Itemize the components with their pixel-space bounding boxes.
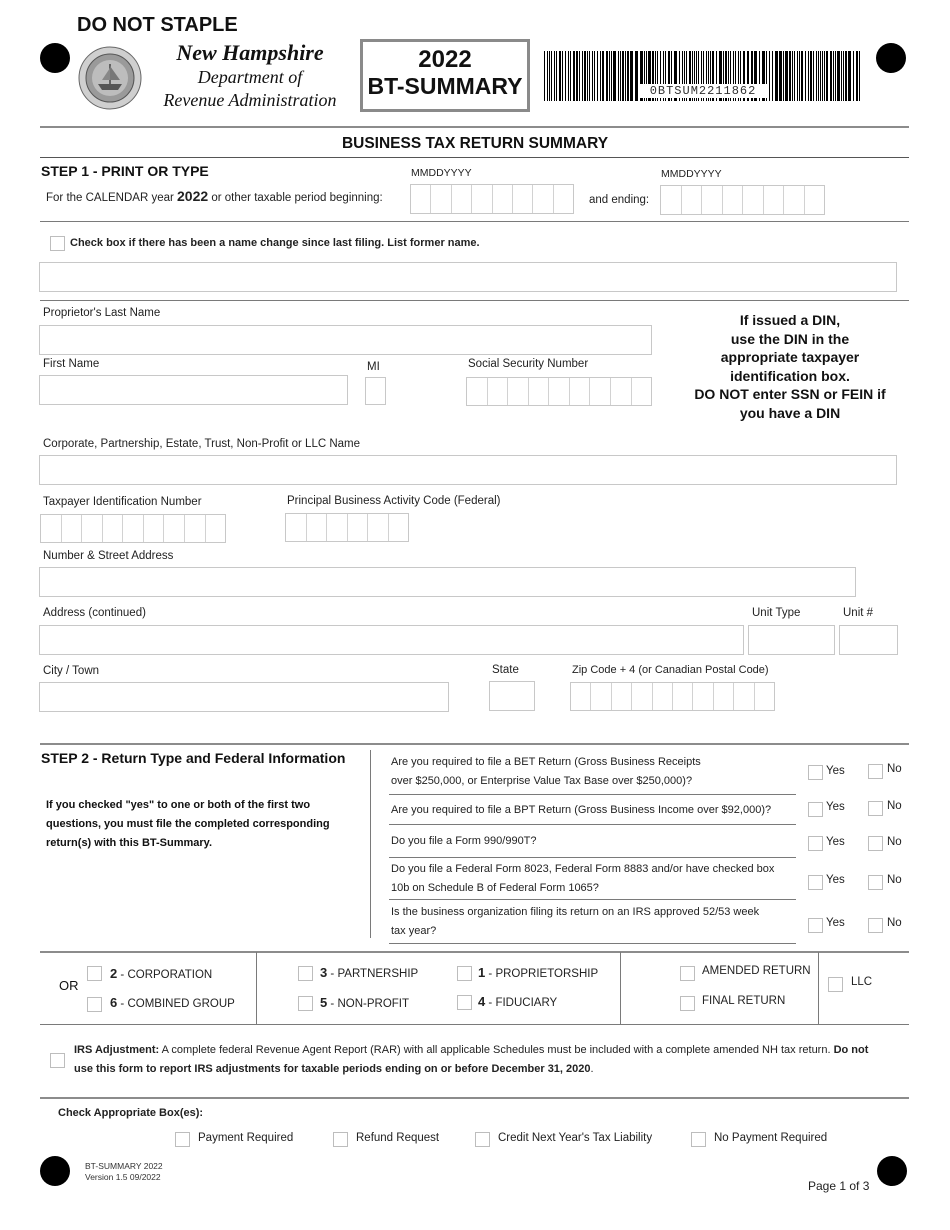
8023-yes-label: Yes (826, 874, 845, 886)
barcode-bar (559, 51, 561, 101)
barcode-bar (565, 51, 566, 101)
barcode-bar (579, 51, 580, 101)
city-input[interactable] (39, 682, 449, 712)
irs-adjustment-text: IRS Adjustment: A complete federal Revenue Agent Report (RAR) with all applicable Schedules must be included with a complete amended NH tax return. Do not use this form to report IRS adjustments for taxable periods ending on or before December 31, 2020. (74, 1044, 869, 1075)
no-payment-required-label: No Payment Required (714, 1132, 828, 1144)
department-line-2: Revenue Administration (163, 90, 337, 110)
street-input[interactable] (39, 567, 856, 597)
rule-before-check-boxes (40, 1097, 909, 1099)
bet-no-checkbox[interactable] (868, 764, 883, 779)
question-52-53-week: Is the business organization filing its return on an IRS approved 52/53 week tax year? (391, 906, 760, 937)
barcode-bar (554, 51, 555, 101)
barcode-bar (582, 51, 583, 101)
barcode-bar (589, 51, 590, 101)
question-bet: Are you required to file a BET Return (Gross Business Receipts over $250,000, or Enterprise Value Tax Base over $250,000)? (391, 756, 701, 787)
address-cont-label: Address (continued) (43, 607, 146, 619)
52-53-week-no-checkbox[interactable] (868, 918, 883, 933)
barcode-bar (597, 51, 598, 101)
bet-yes-label: Yes (826, 765, 845, 777)
8023-yes-checkbox[interactable] (808, 875, 823, 890)
credit-next-year-checkbox[interactable] (475, 1132, 490, 1147)
barcode-bar (568, 51, 569, 101)
period-year: 2022 (177, 188, 209, 204)
irs-adjustment-checkbox[interactable] (50, 1053, 65, 1068)
q-rule-1 (389, 794, 796, 795)
barcode-bar (810, 51, 812, 101)
period-end-date-input[interactable] (660, 185, 825, 215)
bet-yes-checkbox[interactable] (808, 765, 823, 780)
do-not-staple: DO NOT STAPLE (77, 14, 238, 36)
990-no-label: No (887, 836, 902, 848)
date-format-end: MMDDYYYY (661, 168, 722, 180)
period-begin-date-input[interactable] (410, 184, 574, 214)
amended-return-checkbox[interactable] (680, 966, 695, 981)
barcode-bar (775, 51, 778, 101)
barcode-bar (769, 51, 770, 101)
registration-mark-bottom-right (877, 1156, 907, 1186)
step2-note: If you checked "yes" to one or both of the first two questions, you must file the completed corresponding return(s) with this BT-Summary. (46, 799, 330, 849)
barcode-bar (808, 51, 809, 101)
non-profit-checkbox[interactable] (298, 996, 313, 1011)
bpt-yes-label: Yes (826, 801, 845, 813)
pbac-input[interactable] (285, 513, 409, 542)
barcode-bar (783, 51, 784, 101)
return-type-bottom-rule (40, 1024, 909, 1025)
payment-required-label: Payment Required (198, 1132, 294, 1144)
ending-label: and ending: (589, 194, 650, 206)
state-input[interactable] (489, 681, 535, 711)
52-53-week-no-label: No (887, 917, 902, 929)
bpt-no-checkbox[interactable] (868, 801, 883, 816)
barcode-bar (772, 51, 773, 101)
barcode-bar (562, 51, 563, 101)
proprietorship-checkbox[interactable] (457, 966, 472, 981)
barcode-bar (627, 51, 629, 101)
pbac-label: Principal Business Activity Code (Federal) (287, 495, 501, 507)
question-8023: Do you file a Federal Form 8023, Federal Form 8883 and/or have checked box 10b on Schedule B of Federal Form 1065? (391, 863, 775, 894)
barcode-bar (799, 51, 800, 101)
52-53-week-yes-checkbox[interactable] (808, 918, 823, 933)
form-name: BT-SUMMARY (367, 73, 523, 99)
registration-mark-bottom-left (40, 1156, 70, 1186)
barcode-bar (592, 51, 593, 101)
barcode-bar (853, 51, 854, 101)
barcode-bar (818, 51, 819, 101)
footer-version: Version 1.5 09/2022 (85, 1172, 161, 1182)
rule-before-step2 (40, 743, 909, 745)
form-title: BUSINESS TAX RETURN SUMMARY (341, 135, 609, 152)
street-label: Number & Street Address (43, 550, 174, 562)
step2-divider (370, 750, 371, 938)
return-type-div-3 (818, 952, 819, 1024)
unit-number-input[interactable] (839, 625, 898, 655)
state-label: State (492, 664, 519, 676)
fiduciary-label: 4 - FIDUCIARY (478, 994, 558, 1009)
final-return-label: FINAL RETURN (702, 995, 786, 1007)
barcode (542, 51, 864, 101)
barcode-bar (845, 51, 847, 101)
barcode-bar (779, 51, 782, 101)
unit-type-label: Unit Type (752, 607, 801, 619)
q-rule-5 (389, 943, 796, 944)
barcode-bar (587, 51, 588, 101)
barcode-bar (856, 51, 858, 101)
name-change-checkbox[interactable] (50, 236, 65, 251)
barcode-bar (820, 51, 821, 101)
corporation-checkbox[interactable] (87, 966, 102, 981)
state-name: New Hampshire (176, 40, 324, 65)
header-rule (40, 126, 909, 128)
barcode-bar (785, 51, 788, 101)
address-cont-input[interactable] (39, 625, 744, 655)
tin-input[interactable] (40, 514, 226, 543)
amended-return-label: AMENDED RETURN (702, 965, 811, 977)
barcode-bar (602, 51, 604, 101)
barcode-bar (611, 51, 612, 101)
barcode-bar (618, 51, 619, 101)
52-53-week-yes-label: Yes (826, 917, 845, 929)
990-yes-label: Yes (826, 836, 845, 848)
rule-after-period (40, 221, 909, 222)
8023-no-checkbox[interactable] (868, 875, 883, 890)
bet-no-label: No (887, 763, 902, 775)
bpt-yes-checkbox[interactable] (808, 802, 823, 817)
barcode-bar (792, 51, 793, 101)
barcode-bar (556, 51, 557, 101)
barcode-bar (805, 51, 806, 101)
barcode-bar (801, 51, 803, 101)
proprietor-last-name-label: Proprietor's Last Name (43, 307, 161, 319)
ssn-input[interactable] (466, 377, 652, 406)
zip-input[interactable] (570, 682, 775, 711)
barcode-bar (551, 51, 552, 101)
barcode-bar (859, 51, 860, 101)
return-type-top-rule (40, 951, 909, 953)
barcode-bar (816, 51, 817, 101)
period-label: For the CALENDAR year 2022 or other taxable period beginning: (46, 188, 383, 204)
barcode-bar (822, 51, 823, 101)
llc-label: LLC (851, 976, 873, 988)
refund-request-label: Refund Request (356, 1132, 440, 1144)
barcode-bar (594, 51, 595, 101)
barcode-bar (826, 51, 828, 101)
combined-group-checkbox[interactable] (87, 997, 102, 1012)
fiduciary-checkbox[interactable] (457, 995, 472, 1010)
barcode-bar (622, 51, 624, 101)
credit-next-year-label: Credit Next Year's Tax Liability (498, 1132, 653, 1144)
title-rule (40, 157, 909, 158)
page-number: Page 1 of 3 (808, 1179, 870, 1193)
barcode-bar (789, 51, 791, 101)
payment-required-checkbox[interactable] (175, 1132, 190, 1147)
barcode-bar (630, 51, 633, 101)
barcode-bar (573, 51, 575, 101)
8023-no-label: No (887, 874, 902, 886)
unit-type-input[interactable] (748, 625, 835, 655)
barcode-bar (549, 51, 550, 101)
barcode-bar (576, 51, 578, 101)
question-bpt: Are you required to file a BPT Return (Gross Business Income over $92,000)? (391, 804, 772, 816)
city-label: City / Town (43, 665, 100, 677)
zip-label: Zip Code + 4 (or Canadian Postal Code) (572, 664, 769, 676)
tin-label: Taxpayer Identification Number (43, 496, 202, 508)
combined-group-label: 6 - COMBINED GROUP (110, 995, 235, 1010)
barcode-bar (843, 51, 844, 101)
barcode-bar (837, 51, 840, 101)
barcode-bar (625, 51, 626, 101)
return-type-div-2 (620, 952, 621, 1024)
barcode-bar (824, 51, 825, 101)
barcode-bar (613, 51, 616, 101)
barcode-bar (797, 51, 798, 101)
q-rule-4 (389, 899, 796, 900)
corp-name-input[interactable] (39, 455, 897, 485)
barcode-bar (830, 51, 832, 101)
partnership-checkbox[interactable] (298, 966, 313, 981)
first-name-label: First Name (43, 358, 100, 370)
date-format-begin: MMDDYYYY (411, 167, 472, 179)
proprietor-last-name-input[interactable] (39, 325, 652, 355)
non-profit-label: 5 - NON-PROFIT (320, 995, 410, 1010)
name-change-label: Check box if there has been a name change since last filing. List former name. (70, 237, 480, 249)
barcode-bar (547, 51, 548, 101)
barcode-bar (835, 51, 836, 101)
rule-after-former-name (40, 300, 909, 301)
form-id-box (360, 39, 530, 112)
state-seal-icon (78, 46, 142, 110)
step1-heading: STEP 1 - PRINT OR TYPE (41, 163, 209, 179)
footer-form-id: BT-SUMMARY 2022 (85, 1161, 163, 1171)
llc-checkbox[interactable] (828, 977, 843, 992)
or-label: OR (59, 978, 79, 993)
mi-input[interactable] (365, 377, 386, 405)
barcode-bar (584, 51, 586, 101)
final-return-checkbox[interactable] (680, 996, 695, 1011)
registration-mark-top-right (876, 43, 906, 73)
990-no-checkbox[interactable] (868, 836, 883, 851)
step2-heading: STEP 2 - Return Type and Federal Information (41, 750, 346, 766)
barcode-bar (544, 51, 545, 101)
former-name-input[interactable] (39, 262, 897, 292)
din-notice: If issued a DIN, use the DIN in the appropriate taxpayer identification box. DO NOT enter SSN or FEIN if you have a DIN (694, 312, 886, 421)
return-type-div-1 (256, 952, 257, 1024)
barcode-bar (813, 51, 814, 101)
bpt-no-label: No (887, 800, 902, 812)
barcode-bar (570, 51, 571, 101)
barcode-bar (600, 51, 601, 101)
barcode-bar (609, 51, 610, 101)
q-rule-2 (389, 824, 796, 825)
barcode-bar (794, 51, 795, 101)
corporation-label: 2 - CORPORATION (110, 966, 213, 981)
barcode-bar (620, 51, 621, 101)
partnership-label: 3 - PARTNERSHIP (320, 965, 419, 980)
no-payment-required-checkbox[interactable] (691, 1132, 706, 1147)
ssn-label: Social Security Number (468, 358, 589, 370)
proprietorship-label: 1 - PROPRIETORSHIP (478, 965, 599, 980)
corp-name-label: Corporate, Partnership, Estate, Trust, Non-Profit or LLC Name (43, 438, 361, 450)
check-boxes-heading: Check Appropriate Box(es): (58, 1107, 204, 1119)
first-name-input[interactable] (39, 375, 348, 405)
question-990: Do you file a Form 990/990T? (391, 835, 537, 847)
unit-number-label: Unit # (843, 607, 874, 619)
registration-mark-top-left (40, 43, 70, 73)
990-yes-checkbox[interactable] (808, 836, 823, 851)
barcode-bar (833, 51, 834, 101)
form-year: 2022 (418, 46, 472, 73)
department-line-1: Department of (197, 67, 303, 87)
mi-label: MI (367, 361, 380, 373)
barcode-bar (606, 51, 608, 101)
q-rule-3 (389, 857, 796, 858)
barcode-bar (841, 51, 842, 101)
barcode-bar (848, 51, 851, 101)
refund-request-checkbox[interactable] (333, 1132, 348, 1147)
barcode-text: 0BTSUM2211862 (638, 84, 768, 98)
